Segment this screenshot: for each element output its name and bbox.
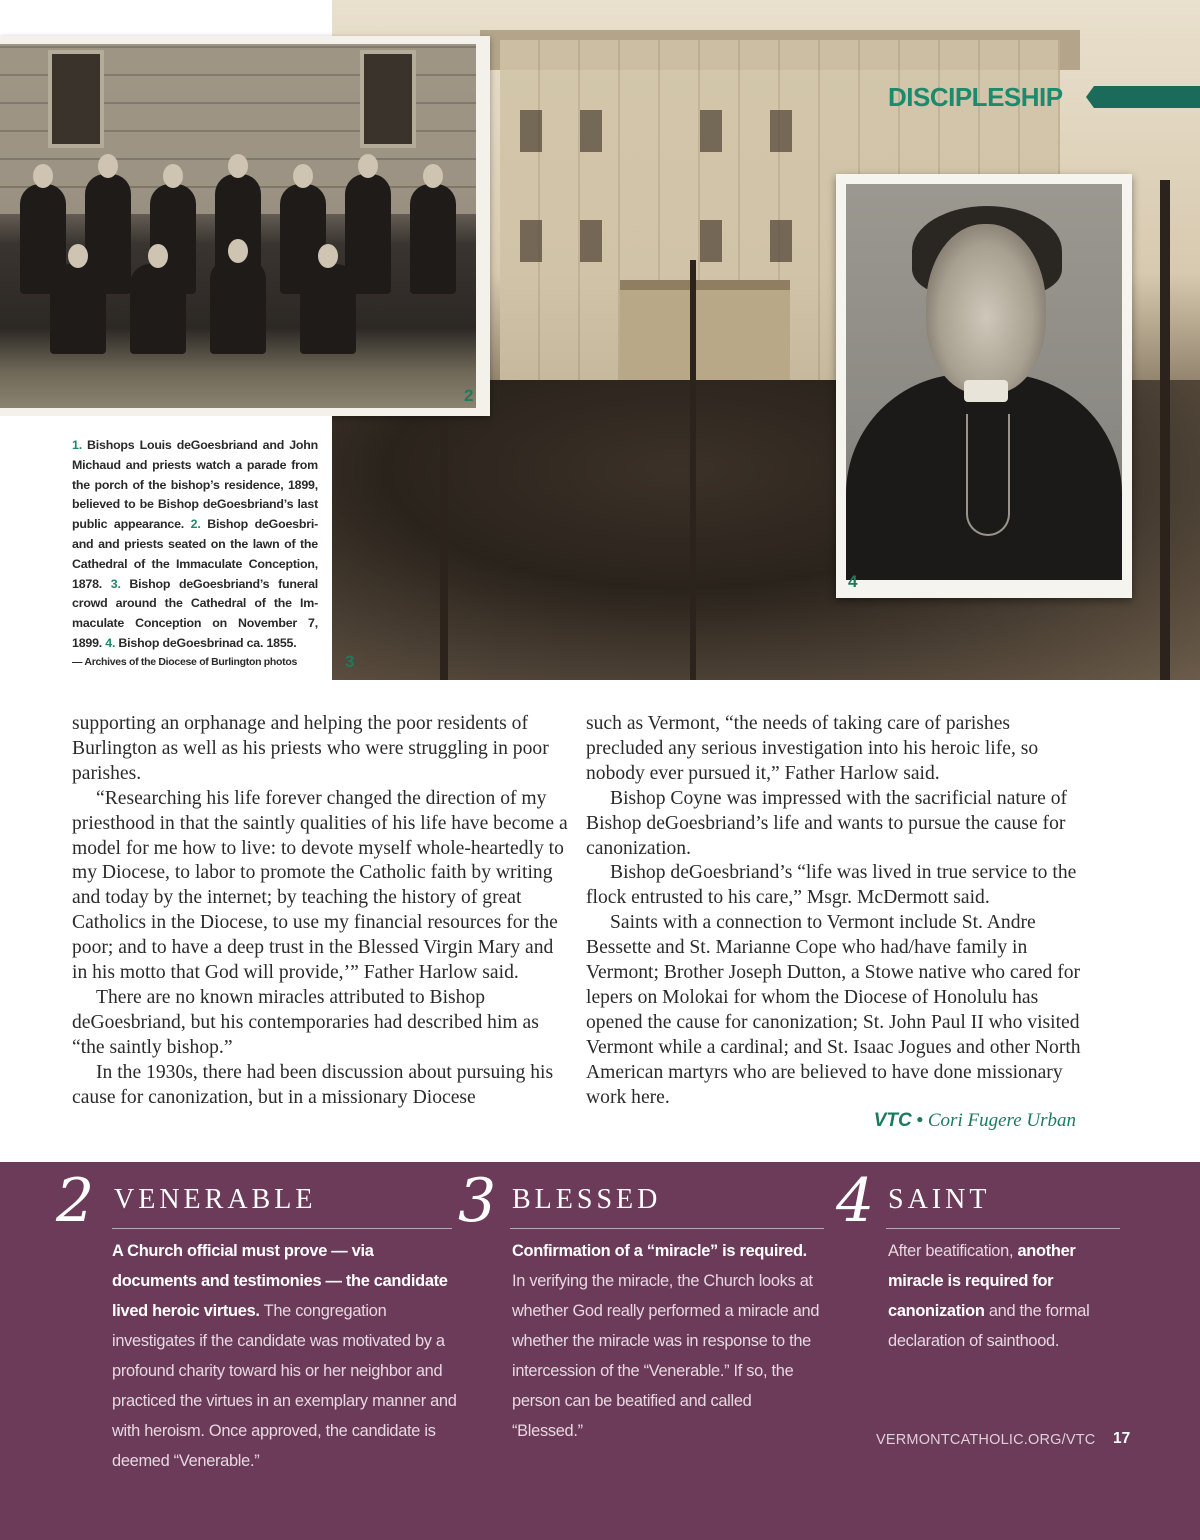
priest-figure: [50, 264, 106, 354]
sainthood-steps-band: [0, 1162, 1200, 1540]
step-description: [888, 1236, 1124, 1356]
section-tab: [876, 80, 1200, 114]
priest-face: [293, 164, 313, 188]
priest-face: [318, 244, 338, 268]
step-title: SAINT: [888, 1184, 991, 1215]
caption-number: 3.: [110, 576, 121, 591]
photo-number-3: 3: [345, 652, 355, 671]
priest-face: [98, 154, 118, 178]
step-number: 2: [56, 1166, 95, 1236]
bishop-portrait-image: [846, 184, 1122, 580]
photo-credit: — Archives of the Diocese of Burlington photos: [72, 656, 297, 668]
caption-number: 1.: [72, 438, 82, 452]
photo-caption: [72, 436, 318, 654]
priest-face: [33, 164, 53, 188]
step-key-requirement: Confirmation of a “miracle” is required.: [512, 1242, 807, 1260]
priest-face: [68, 244, 88, 268]
byline-separator: •: [916, 1110, 924, 1131]
priest-face: [228, 239, 248, 263]
photo-number-2: 2: [464, 386, 474, 405]
priest-figure: [410, 184, 456, 294]
article-paragraph: Saints with a connection to Vermont include St. Andre Bessette and St. Marianne Cope who had/have family in Vermont; Brother Joseph Dutton, a Stowe native who cared for lepers on Molokai for whom the Diocese of Honolulu has opened the cause for canonization; St. John Paul II who visited Vermont while a cardinal; and St. Isaac Jogues and other North American martyrs who are believed to have done missionary work here.: [586, 912, 1081, 1108]
stone-wall-window: [48, 50, 104, 148]
tree-trunk: [690, 260, 696, 680]
building-window: [770, 110, 792, 152]
caption-text: Bishop deGoesbriand’s funeral crowd around the Cathedral of the Im-maculate Conception on November 7, 1899.: [72, 576, 318, 650]
step-detail: and the formal declaration of sainthood.: [888, 1302, 1090, 1350]
article-paragraph: such as Vermont, “the needs of taking care of parishes precluded any serious investigation into his heroic life, so nobody ever pursued it,” Father Harlow said.: [586, 713, 1039, 784]
article-column-2: [586, 712, 1086, 1111]
byline-author: Cori Fugere Urban: [927, 1110, 1076, 1131]
step-key-requirement: A Church official must prove — via documents and testimonies — the candidate lived heroic virtues.: [112, 1242, 448, 1320]
caption-text: Bishops Louis deGoesbriand and John Michaud and priests watch a parade from the porch of the bishop’s residence, 1899, believed to be Bishop deGoesbriand’s last public appearance.: [72, 438, 318, 532]
building-window: [700, 110, 722, 152]
article-paragraph: “Researching his life forever changed the direction of my priesthood in that the saintly qualities of his life have become a model for me how to live: to devote myself whole-heartedly to my Diocese, to labor to promote the Catholic faith by writing and today by the internet; by teaching the history of great Catholics in the Diocese, to use my financial resources for the poor; and to have a deep trust in the Blessed Virgin Mary and in his motto that God will provide,’” Father Harlow said.: [72, 787, 568, 984]
step-title: VENERABLE: [114, 1184, 317, 1215]
step-detail: In verifying the miracle, the Church looks at whether God really performed a miracle and whether the miracle was in response to the intercession of the “Venerable.” If so, the person can be beatified and called “Blessed.”: [512, 1272, 820, 1440]
step-divider: [112, 1228, 452, 1229]
byline: [586, 1110, 1076, 1132]
step-title: BLESSED: [512, 1184, 662, 1215]
caption-number: 2.: [190, 517, 201, 532]
article-column-1: [72, 712, 572, 1111]
caption-number: 4.: [105, 635, 116, 650]
photo-collage: [0, 0, 1200, 680]
step-number: 4: [836, 1166, 875, 1236]
pectoral-chain: [966, 414, 1010, 536]
building-window: [770, 220, 792, 262]
priest-face: [228, 154, 248, 178]
priest-face: [148, 244, 168, 268]
article-paragraph: Bishop Coyne was impressed with the sacrificial nature of Bishop deGoesbriand’s life and wants to pursue the cause for canonization.: [586, 787, 1068, 859]
building-window: [700, 220, 722, 262]
priest-face: [163, 164, 183, 188]
article-paragraph: There are no known miracles attributed to Bishop deGoesbriand, but his contemporaries had described him as “the saintly bishop.”: [72, 986, 539, 1058]
article-paragraph: In the 1930s, there had been discussion about pursuing his cause for canonization, but in a missionary Diocese: [72, 1061, 554, 1108]
bishop-collar: [964, 380, 1008, 402]
article-paragraph: supporting an orphanage and helping the poor residents of Burlington as well as his priests who were struggling in poor parishes.: [72, 713, 549, 784]
priest-face: [423, 164, 443, 188]
bishop-face: [926, 224, 1046, 394]
stone-wall-window: [360, 50, 416, 148]
step-detail: The congregation investigates if the candidate was motivated by a profound charity toward his or her neighbor and practiced the virtues in an exemplary manner and with heroism. Once approved, the candidate is deemed “Venerable.”: [112, 1302, 457, 1470]
priest-figure: [300, 264, 356, 354]
photo-number-4: 4: [848, 572, 858, 591]
tree-trunk: [1160, 180, 1170, 680]
priests-group-photo: [0, 36, 490, 416]
step-divider: [886, 1228, 1120, 1229]
step-number: 3: [458, 1166, 497, 1236]
building-window: [580, 110, 602, 152]
byline-publication: VTC: [873, 1110, 912, 1131]
bishop-portrait-photo: [836, 174, 1132, 598]
step-divider: [510, 1228, 824, 1229]
building-window: [520, 220, 542, 262]
building-window: [580, 220, 602, 262]
caption-text: Bishop deGoesbrinad ca. 1855.: [115, 635, 297, 650]
footer-website-link[interactable]: VERMONTCATHOLIC.ORG/VTC: [876, 1432, 1096, 1448]
priests-group-image: [0, 44, 476, 408]
section-tab-bar: [1086, 86, 1200, 108]
article-paragraph: Bishop deGoesbriand’s “life was lived in true service to the flock entrusted to his care,” Msgr. McDermott said.: [586, 862, 1077, 909]
priest-figure: [210, 259, 266, 354]
priest-face: [358, 154, 378, 178]
step-key-requirement: another miracle is required for canonization: [888, 1242, 1076, 1320]
page-number: 17: [1113, 1430, 1131, 1447]
caption-text: Bishop deGoesbri-and and priests seated on the lawn of the Cathedral of the Immaculate Conception, 1878.: [72, 517, 319, 591]
building-window: [520, 110, 542, 152]
step-intro: After beatification,: [888, 1242, 1018, 1260]
step-description: [512, 1236, 824, 1446]
section-label: DISCIPLESHIP: [888, 82, 1063, 112]
priest-figure: [130, 264, 186, 354]
step-description: [112, 1236, 458, 1476]
